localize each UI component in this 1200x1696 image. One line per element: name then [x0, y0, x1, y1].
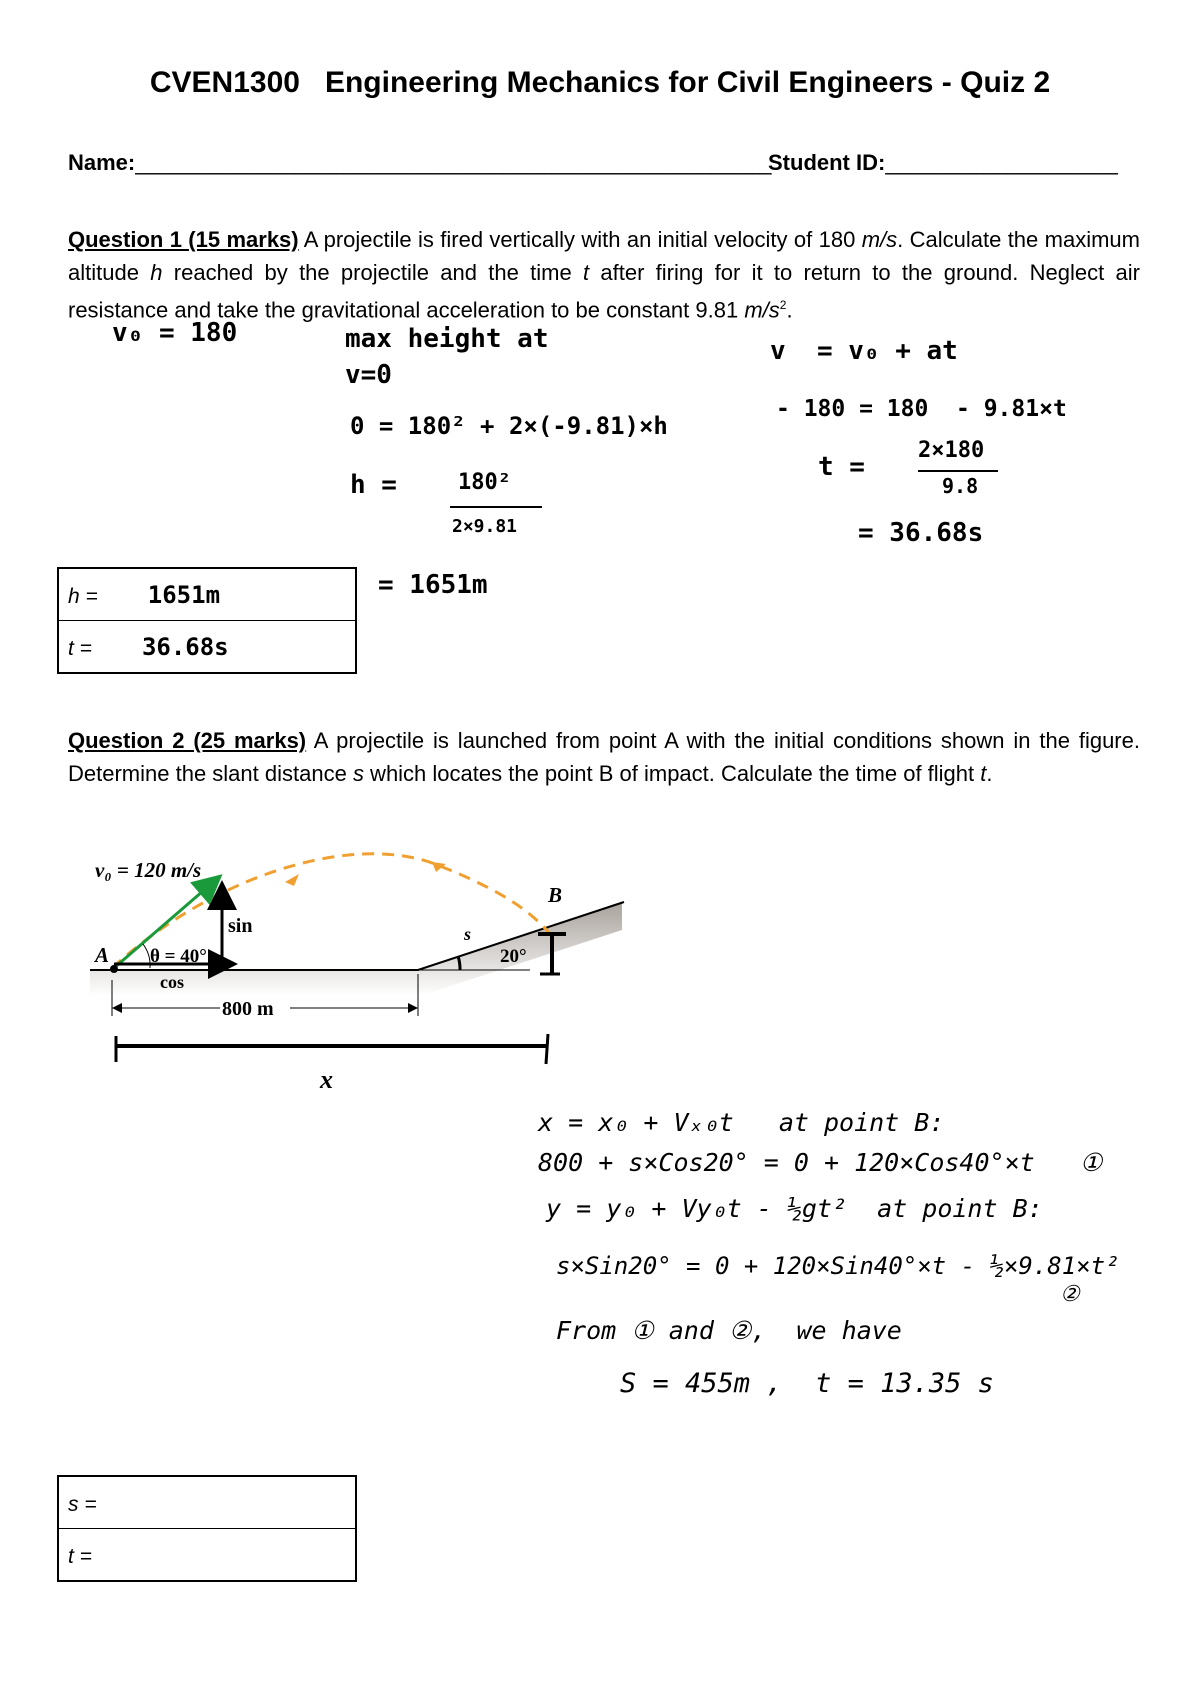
q2-text-a: A projectile is launched from point A with the initial conditions shown in the figure. Determine the slant distance [68, 728, 1140, 786]
hw-cos-label: cos [160, 972, 184, 992]
q1-answer-row-h [58, 568, 356, 621]
hw-v0: v₀ = 180 [112, 318, 238, 348]
question-2-heading: Question 2 (25 marks) [68, 728, 307, 753]
q1-var-t: t [582, 259, 590, 285]
hw-sin-label: sin [228, 915, 253, 937]
hw-t-res: = 36.68s [858, 518, 984, 548]
name-field [68, 150, 772, 176]
question-1-heading: Question 1 (15 marks) [68, 227, 299, 252]
hw-v-eq: v = v₀ + at [770, 336, 958, 366]
hw-q2-marker2: ② [1060, 1282, 1080, 1307]
q1-text-b: . Calculate the maximum altitude [68, 227, 1140, 285]
q2-answer-row-t [58, 1529, 356, 1582]
student-id-blank: ___________________ [885, 150, 1118, 175]
answer-label-t2: t = [68, 1544, 92, 1568]
hw-t-fraction-bar [918, 470, 998, 472]
q1-answer-box [57, 567, 357, 674]
hw-maxh-1: max height at [345, 324, 549, 354]
point-a-label: A [95, 943, 110, 967]
hw-maxh-2: v=0 [345, 360, 392, 390]
q2-answer-row-s [58, 1476, 356, 1529]
q2-var-s: s [352, 760, 364, 786]
hw-t-den: 9.8 [942, 474, 979, 498]
hw-h-den: 2×9.81 [452, 516, 518, 537]
hw-h-num: 180² [458, 470, 511, 495]
hw-t-eq: t = [818, 452, 865, 482]
q1-text-e: . [786, 297, 793, 323]
v0-label: v₀ = 120 m/s [95, 858, 202, 882]
hw-q2-line5: From ① and ②, we have [556, 1316, 902, 1345]
angle-20-label: 20° [500, 946, 527, 967]
hw-q2-line4: s×Sin20° = 0 + 120×Sin40°×t - ½×9.81×t² [556, 1252, 1120, 1280]
answer-label-t: t = [68, 636, 92, 660]
q1-unit-b-sup: 2 [779, 298, 787, 312]
q1-answer-row-t [58, 621, 356, 674]
q1-text-a: A projectile is fired vertically with an initial velocity of 180 [298, 227, 862, 252]
hw-t-num: 2×180 [918, 438, 985, 463]
q2-text-b: which locates the point B of impact. Calculate the time of flight [363, 760, 981, 786]
name-label: Name: [68, 150, 136, 175]
q1-text-d: after firing for it to return to the ground. Neglect air resistance and take the gravitational acceleration to be constant 9.81 [68, 259, 1140, 323]
hw-q2-line3: y = y₀ + Vy₀t - ½gt² at point B: [546, 1194, 1043, 1223]
hw-h-res: = 1651m [378, 570, 488, 600]
hw-h-fraction-bar [450, 506, 542, 508]
question-2-text [68, 725, 1140, 790]
dim-800-label: 800 m [222, 998, 274, 1020]
hw-x-right-tick [546, 1034, 548, 1064]
s-label: s [464, 924, 472, 944]
q2-var-t: t [980, 760, 987, 786]
page-title: CVEN1300 Engineering Mechanics for Civil Engineers - Quiz 2 [149, 66, 1051, 99]
theta-label: θ = 40° [150, 946, 207, 967]
trajectory-arrow-1 [285, 874, 299, 886]
hw-q2-line2: 800 + s×Cos20° = 0 + 120×Cos40°×t ① [538, 1148, 1103, 1177]
q2-text-c: . [986, 760, 993, 786]
q1-text-c: reached by the projectile and the time [162, 259, 583, 285]
hw-v-sub: - 180 = 180 - 9.81×t [776, 396, 1067, 422]
name-blank: ____________________________________________________ [135, 150, 772, 175]
answer-label-h: h = [68, 584, 98, 608]
student-id-label: Student ID: [768, 150, 886, 175]
answer-label-s: s = [68, 1492, 97, 1516]
question-1-text [68, 224, 1140, 327]
q1-var-h: h [150, 259, 163, 285]
q1-unit-b: m/s [744, 297, 780, 323]
hw-eq1: 0 = 180² + 2×(-9.81)×h [350, 412, 668, 440]
projectile-figure [0, 840, 700, 1100]
q2-answer-box [57, 1475, 357, 1582]
answer-value-t: 36.68s [141, 632, 229, 661]
student-id-field [768, 150, 1118, 176]
hw-h-eq: h = [350, 470, 397, 500]
point-b-label: B [548, 883, 563, 907]
answer-value-h: 1651m [147, 580, 221, 609]
q1-unit-a: m/s [861, 227, 898, 252]
point-a-marker [110, 965, 118, 973]
hw-q2-line6: S = 455m , t = 13.35 s [620, 1368, 994, 1399]
hw-q2-line1: x = x₀ + Vₓ₀t at point B: [538, 1108, 945, 1137]
hw-x-label: x [320, 1065, 333, 1094]
